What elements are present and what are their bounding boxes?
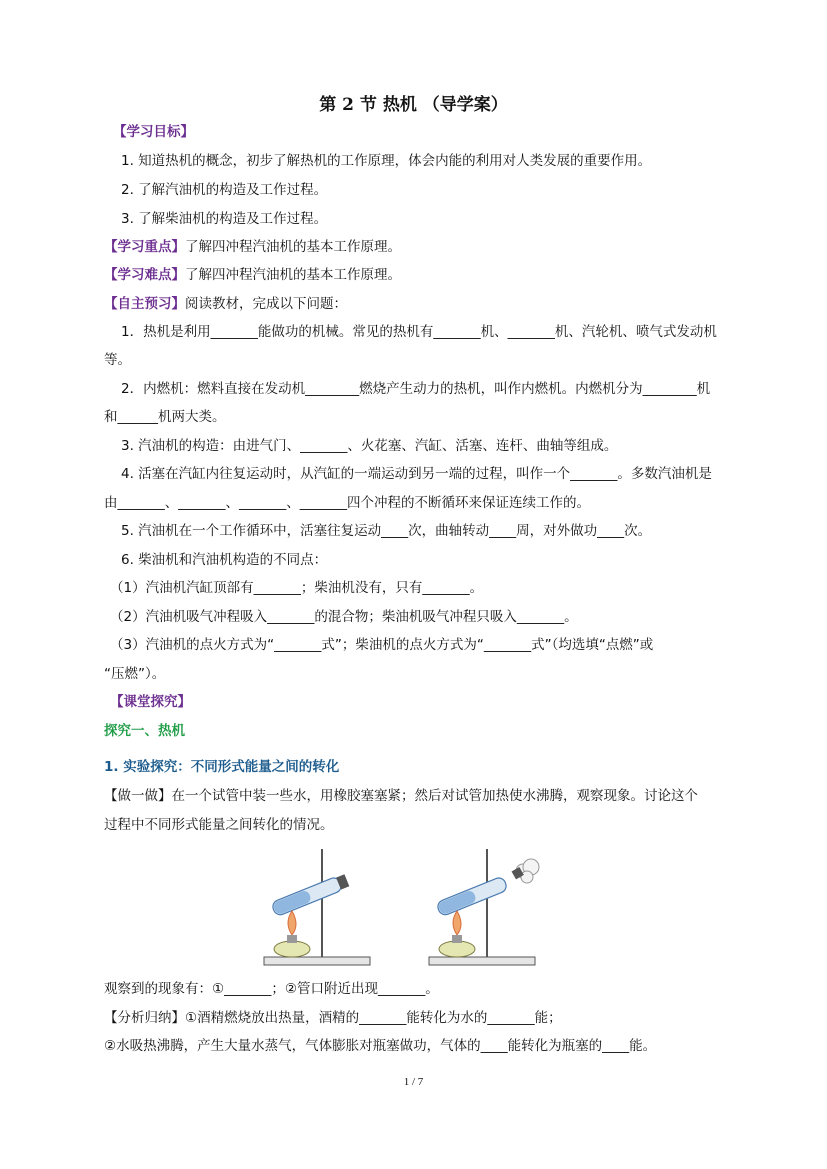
preview-line <box>104 294 347 314</box>
objective-item-3: 3. 了解柴油机的构造及工作过程。 <box>121 211 328 227</box>
doit-text-1: 在一个试管中装一些水，用橡胶塞塞紧；然后对试管加热使水沸腾，观察现象。讨论这个 <box>171 788 698 804</box>
analysis-line-1 <box>104 1008 562 1028</box>
preview-q5: 5. 汽油机在一个工作循环中，活塞往复运动____次，曲轴转动____周，对外做功____次。 <box>121 523 652 539</box>
preview-q6-3-cont: “压燃”）。 <box>104 666 166 682</box>
preview-q4: 4. 活塞在汽缸内往复运动时，从汽缸的一端运动到另一端的过程，叫作一个_______。多数汽油机是 <box>121 466 712 482</box>
preview-q6-2: （2）汽油机吸气冲程吸入_______的混合物；柴油机吸气冲程只吸入_______。 <box>110 609 578 625</box>
doit-line-1 <box>104 786 698 806</box>
experiment-figure-heating <box>262 845 382 967</box>
difficulty-text: 了解四冲程汽油机的基本工作原理。 <box>185 267 401 283</box>
preview-q3: 3. 汽油机的构造：由进气门、_______、火花塞、汽缸、活塞、连杆、曲轴等组成。 <box>121 438 618 454</box>
analysis-text-1: ①酒精燃烧放出热量，酒精的_______能转化为水的_______能； <box>185 1010 562 1026</box>
preview-q1: 1．热机是利用_______能做功的机械。常见的热机有_______机、_______机、汽轮机、喷气式发动机 <box>121 324 717 340</box>
objective-item-1: 1. 知道热机的概念，初步了解热机的工作原理，体会内能的利用对人类发展的重要作用。 <box>121 153 652 169</box>
focus-line <box>104 237 401 257</box>
analysis-label: 【分析归纳】 <box>104 1010 185 1026</box>
preview-q6-3: （3）汽油机的点火方式为“_______式”；柴油机的点火方式为“_______式”（均选填“点燃”或 <box>110 637 654 653</box>
preview-q4-cont: 由_______、_______、_______、_______四个冲程的不断循环来保证连续工作的。 <box>104 495 590 511</box>
objective-item-2: 2. 了解汽油机的构造及工作过程。 <box>121 182 328 198</box>
preview-heading: 【自主预习】 <box>104 296 185 312</box>
focus-heading: 【学习重点】 <box>104 239 185 255</box>
preview-q6-1: （1）汽油机汽缸顶部有_______；柴油机没有，只有_______。 <box>110 580 484 596</box>
difficulty-heading: 【学习难点】 <box>104 267 185 283</box>
preview-intro: 阅读教材，完成以下问题： <box>185 296 347 312</box>
classroom-heading: 【课堂探究】 <box>110 694 191 710</box>
experiment-figure-stopper-popping <box>427 845 567 967</box>
section-heat-engine: 探究一、热机 <box>104 723 185 739</box>
page-title: 第 2 节 热机 （导学案） <box>319 95 508 115</box>
preview-q1-cont: 等。 <box>104 352 131 368</box>
preview-q2-cont: 和______机两大类。 <box>104 409 226 425</box>
analysis-line-2: ②水吸热沸腾，产生大量水蒸气，气体膨胀对瓶塞做功，气体的____能转化为瓶塞的____能。 <box>104 1038 657 1054</box>
doit-label: 【做一做】 <box>104 788 172 804</box>
observation-line: 观察到的现象有：①_______；②管口附近出现_______。 <box>104 981 439 997</box>
doit-line-2: 过程中不同形式能量之间转化的情况。 <box>104 817 334 833</box>
difficulty-line <box>104 265 401 285</box>
experiment-title: 1. 实验探究：不同形式能量之间的转化 <box>104 759 340 775</box>
preview-q2: 2．内燃机：燃料直接在发动机________燃烧产生动力的热机，叫作内燃机。内燃机分为________机 <box>121 381 711 397</box>
preview-q6: 6. 柴油机和汽油机构造的不同点： <box>121 552 328 568</box>
objectives-heading: 【学习目标】 <box>113 124 194 140</box>
focus-text: 了解四冲程汽油机的基本工作原理。 <box>185 239 401 255</box>
page-number: 1 / 7 <box>403 1076 424 1088</box>
